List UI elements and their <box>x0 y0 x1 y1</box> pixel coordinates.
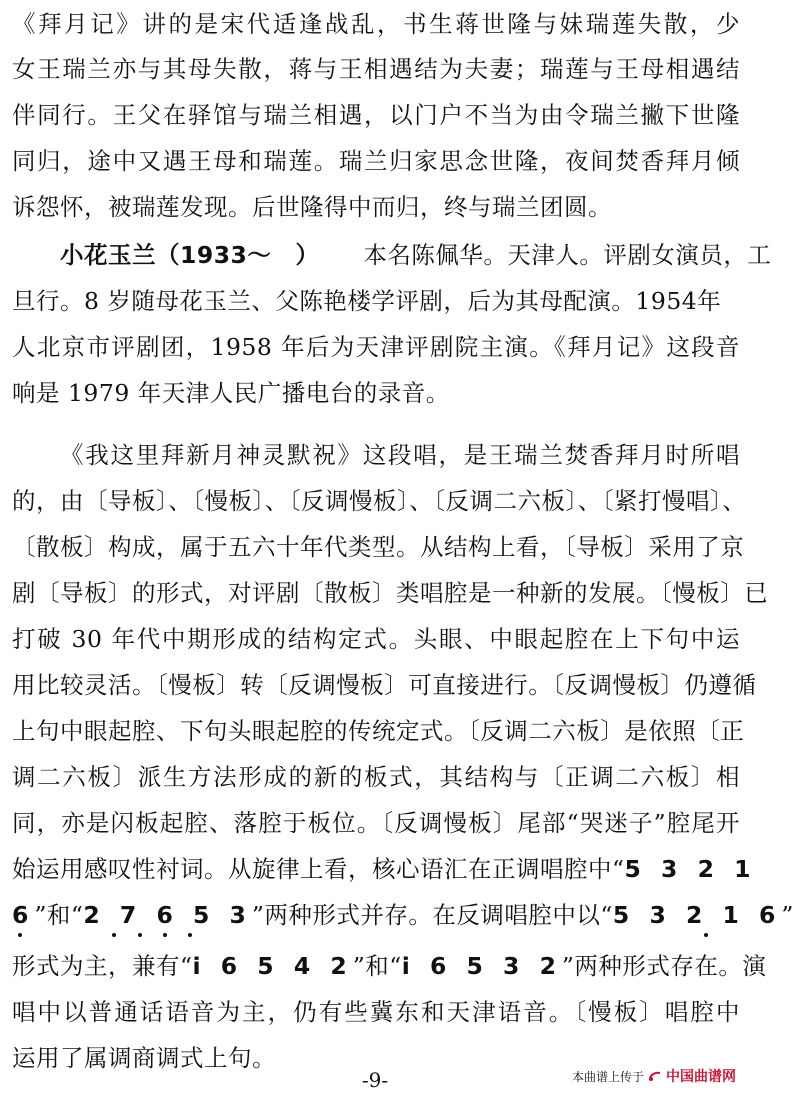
text-line: 同，亦是闪板起腔、落腔于板位。〔反调慢板〕尾部“哭迷子”腔尾开 <box>12 809 740 837</box>
text-segment: ”和“ <box>352 952 402 980</box>
bio-text: 本名陈佩华。天津人。评剧女演员，工 <box>363 241 772 269</box>
text-line: 剧〔导板〕的形式，对评剧〔散板〕类唱腔是一种新的发展。〔慢板〕已 <box>12 579 769 607</box>
text-segment: ”和“ <box>34 901 84 929</box>
numbered-notation: 5 3 2 1 6 <box>612 901 782 929</box>
text-line: 的，由〔导板〕、〔慢板〕、〔反调慢板〕、〔反调二六板〕、〔紧打慢唱〕、 <box>12 487 747 515</box>
text-line: 女王瑞兰亦与其母失散，蒋与王相遇结为夫妻；瑞莲与王母相遇结 <box>12 55 740 83</box>
text-line: 人北京市评剧团，1958 年后为天津评剧院主演。《拜月记》这段音 <box>12 333 740 361</box>
site-logo-text[interactable]: 中国曲谱网 <box>666 1069 736 1085</box>
text-line <box>12 944 767 988</box>
text-segment: 形式为主，兼有“ <box>12 952 193 980</box>
text-line <box>12 847 757 891</box>
watermark-text: 本曲谱上传于 <box>571 1069 644 1084</box>
text-line <box>12 279 740 323</box>
low-octave-dot <box>138 933 142 937</box>
text-line: 诉怨怀，被瑞莲发现。后世隆得中而归，终与瑞兰团圆。 <box>12 193 612 221</box>
text-line: 伴同行。王父在驿馆与瑞兰相遇，以门户不当为由令瑞兰撇下世隆 <box>12 101 740 129</box>
text-line: 唱中以普通话语音为主，仍有些冀东和天津语音。〔慢板〕唱腔中 <box>12 998 740 1026</box>
text-line: 用比较灵活。〔慢板〕转〔反调慢板〕可直接进行。〔反调慢板〕仍遵循 <box>12 671 757 699</box>
bio-line-end: 年 <box>697 287 722 315</box>
text-line: 上句中眼起腔、下句头眼起腔的传统定式。〔反调二六板〕是依照〔正 <box>12 717 745 745</box>
text-line: 响是 1979 年天津人民广播电台的录音。 <box>12 379 450 407</box>
text-line: 同归，途中又遇王母和瑞莲。瑞兰归家思念世隆，夜间焚香拜月倾 <box>12 147 740 175</box>
numbered-notation: 6 <box>12 901 35 929</box>
low-octave-dot <box>163 933 167 937</box>
text-line: 《拜月记》讲的是宋代适逢战乱，书生蒋世隆与妹瑞莲失散，少 <box>12 10 740 38</box>
text-segment: 始运用感叹性衬词。从旋律上看，核心语汇在正调唱腔中“ <box>12 855 625 883</box>
source-watermark <box>572 1066 736 1086</box>
text-line: 〔散板〕构成，属于五六十年代类型。从结构上看，〔导板〕采用了京 <box>12 533 745 561</box>
text-line: 调二六板〕派生方法形成的新的板式，其结构与〔正调二六板〕相 <box>12 763 740 791</box>
numbered-notation: 5 3 2 1 <box>624 855 757 883</box>
page-number: -9- <box>361 1068 389 1092</box>
music-site-logo-icon <box>648 1070 662 1082</box>
text-line <box>12 893 794 937</box>
text-segment: ”两种形式并存。在反调唱腔中以“ <box>251 901 613 929</box>
text-line: 打破 30 年代中期形成的结构定式。头眼、中眼起腔在上下句中运 <box>12 625 740 653</box>
text-line: 《我这里拜新月神灵默祝》这段唱，是王瑞兰焚香拜月时所唱 <box>60 441 740 469</box>
text-segment: ” <box>781 901 794 929</box>
bio-entry <box>60 233 772 277</box>
numbered-notation-low: 2 7 6 5 3 <box>83 901 252 929</box>
text-segment: ”两种形式存在。演 <box>561 952 767 980</box>
low-octave-dot <box>18 933 22 937</box>
numbered-notation-high: i 6 5 4 2 <box>192 952 353 980</box>
numbered-notation-high: i 6 5 3 2 <box>401 952 562 980</box>
low-octave-dot <box>188 933 192 937</box>
text-line: 运用了属调商调式上句。 <box>12 1044 276 1072</box>
low-octave-dot <box>704 933 708 937</box>
bio-line: 旦行。8 岁随母花玉兰、父陈艳楼学评剧，后为其母配演。1954 <box>12 287 698 315</box>
bio-name: 小花玉兰（1933～ ） <box>60 241 320 269</box>
low-octave-dot <box>112 933 116 937</box>
